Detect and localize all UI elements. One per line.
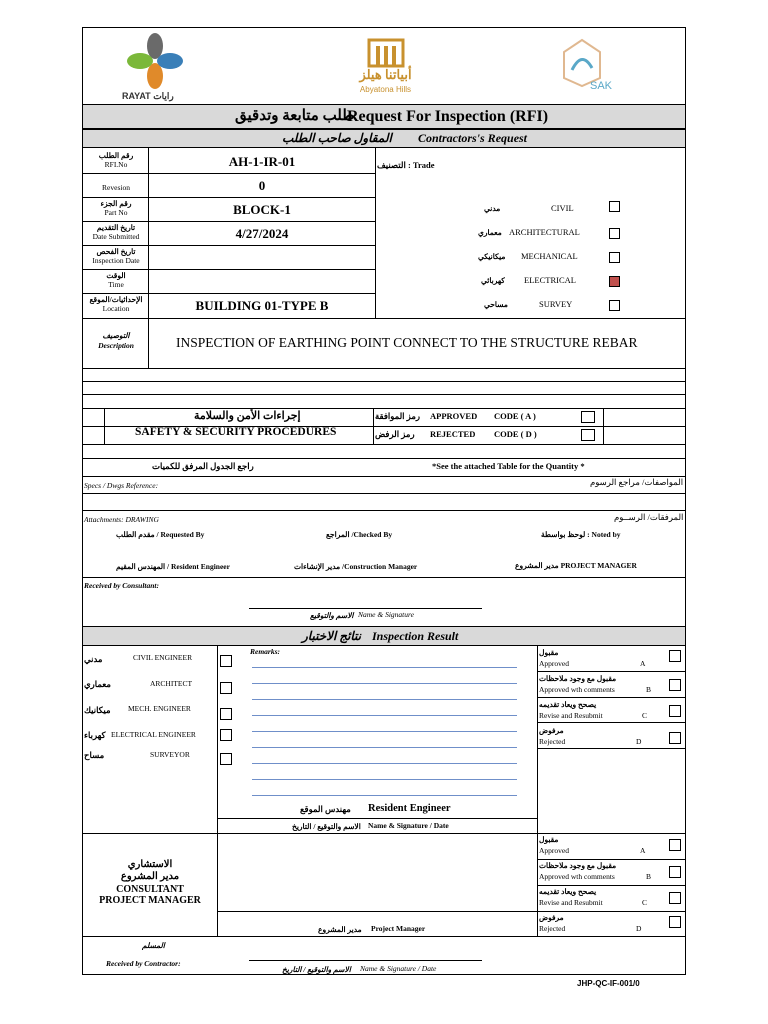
sak-logo-text: SAK [590,80,613,92]
code-value: CODE ( A ) [494,411,536,421]
result-code: A [640,846,646,855]
result-code: B [646,685,652,694]
resident-engineer-sig: المهندس المقيم / Resident Engineer [116,562,230,571]
field-label-ar: تاريخ الفحص [96,247,136,256]
trade-en: CIVIL [551,203,574,213]
name-sig-date2-en: Name & Signature / Date [360,964,437,973]
field-label-en: RFI.No [104,160,128,169]
field-label-ar: رقم الطلب [98,151,134,160]
result-code: D [636,737,642,746]
name-sig-en: Name & Signature [358,610,414,619]
resident-engineer-en: Resident Engineer [368,803,451,814]
quantity-en: *See the attached Table for the Quantity * [432,461,585,471]
title-arabic: طلب متابعة وتدقيق [235,108,355,124]
result-code: C [642,711,648,720]
description-label-ar: التوصيف [102,331,130,340]
result-en: Rejected [539,737,566,746]
engineer-en: SURVEYOR [150,750,190,759]
inspection-en: Inspection Result [372,629,459,643]
received-by-consultant: Received by Consultant: [84,581,159,590]
trade-checkbox-checked[interactable] [609,276,620,287]
trade-en: ARCHITECTURAL [509,227,580,237]
trade-ar: ميكانيكي [478,252,506,261]
result-code: A [640,659,646,668]
field-value[interactable]: 4/27/2024 [235,226,289,241]
safety-en: SAFETY & SECURITY PROCEDURES [135,426,337,438]
result-ar: مقبول مع وجود ملاحظات [539,674,617,683]
engineer-en: CIVIL ENGINEER [133,653,193,662]
engineer-checkbox[interactable] [220,682,232,694]
receiver-en: Received by Contractor: [106,959,181,968]
consultant-en2: PROJECT MANAGER [99,895,201,906]
result-checkbox[interactable] [669,892,681,904]
trade-checkbox[interactable] [609,228,620,239]
engineer-ar: ميكانيك [84,705,111,715]
engineer-ar: معماري [84,679,111,689]
engineer-checkbox[interactable] [220,753,232,765]
safety-ar: إجراءات الأمن والسلامة [194,410,301,422]
field-label-en: Location [102,304,130,313]
code-ar: رمز الموافقة [375,411,421,421]
title-english: Request For Inspection (RFI) [347,108,549,125]
result-ar: مقبول [539,648,559,657]
rayat-logo [120,32,190,102]
result-en: Approved [539,659,569,668]
name-sig-date-ar: الاسم والتوقيع / التاريخ [292,822,361,831]
engineer-checkbox[interactable] [220,655,232,667]
field-label-ar: رقم الجزء [100,199,132,208]
abyatona-english: Abyatona Hills [359,85,412,94]
result-code: C [642,898,648,907]
engineer-en: MECH. ENGINEER [128,704,191,713]
sak-logo [560,38,640,98]
receiver-ar: المسلم [142,941,165,950]
engineer-en: ARCHITECT [150,679,193,688]
engineer-checkbox[interactable] [220,708,232,720]
result-en: Rejected [539,924,566,933]
result-checkbox[interactable] [669,916,681,928]
field-label-en: Revesion [102,183,130,192]
inspection-ar: نتائج الاختبار [302,629,361,643]
contractor-arabic: المقاول صاحب الطلب [282,131,392,145]
field-label-en: Time [108,280,124,289]
result-en: Approved wth comments [539,872,615,881]
result-en: Approved wth comments [539,685,615,694]
resident-engineer-ar: مهندس الموقع [300,804,351,814]
name-sig-date-en: Name & Signature / Date [368,821,449,830]
result-checkbox[interactable] [669,732,681,744]
result-checkbox[interactable] [669,705,681,717]
result-ar: مقبول مع وجود ملاحظات [539,861,617,870]
trade-checkbox[interactable] [609,300,620,311]
trade-label: التصنيف : Trade [377,160,435,170]
field-label-en: Date Submitted [92,232,140,241]
consultant-ar1: الاستشاري [127,859,173,870]
engineer-en: ELECTRICAL ENGINEER [111,730,196,739]
result-ar: يصحح ويعاد تقديمه [539,887,597,896]
checked-by: المراجع /Checked By [326,530,393,539]
abyatona-arabic: أبياتنا هيلز [359,67,412,82]
specs-en: Specs / Dwgs Reference: [84,481,159,490]
result-en: Approved [539,846,569,855]
engineer-ar: مدني [84,654,103,664]
requested-by: مقدم الطلب / Requested By [116,530,205,539]
name-sig-ar: الاسم والتوقيع [310,611,354,620]
result-checkbox[interactable] [669,650,681,662]
field-label-ar: الإحداثيات/الموقع [89,295,143,304]
result-code: D [636,924,642,933]
result-checkbox[interactable] [669,839,681,851]
field-label-en: Part No [104,208,128,217]
trade-ar: مساحي [484,300,508,309]
trade-en: SURVEY [539,299,573,309]
pm-sign-ar: مدير المشروع [318,925,362,934]
engineer-ar: كهرباء [84,730,106,740]
trade-ar: كهربائي [481,276,505,285]
result-en: Revise and Resubmit [539,711,603,720]
result-code: B [646,872,652,881]
result-en: Revise and Resubmit [539,898,603,907]
attachments-ar: المرفقات/ الرســوم [614,512,684,522]
remarks-label: Remarks: [250,647,280,656]
code-en: APPROVED [430,411,478,421]
trade-ar: معماري [478,228,502,237]
form-code: JHP-QC-IF-001/0 [577,979,640,988]
field-label-ar: تاريخ التقديم [96,223,136,232]
trade-en: ELECTRICAL [524,275,576,285]
quantity-ar: راجع الجدول المرفق للكميات [152,461,254,471]
result-ar: مقبول [539,835,559,844]
trade-checkbox[interactable] [609,201,620,212]
noted-by: لوحظ بواسطة : Noted by [541,530,621,539]
field-value[interactable]: 0 [258,178,266,193]
field-value[interactable]: AH-1-IR-01 [228,154,296,169]
description-label-en: Description [98,341,134,350]
code-checkbox[interactable] [581,429,595,441]
trade-ar: مدني [484,204,501,213]
field-label-ar: الوقت [106,271,126,280]
code-en: REJECTED [430,429,476,439]
contractor-english: Contractors's Request [418,131,528,145]
trade-en: MECHANICAL [521,251,578,261]
result-checkbox[interactable] [669,679,681,691]
field-label-en: Inspection Date [92,256,140,265]
specs-ar: المواصفات/ مراجع الرسوم [590,477,684,487]
name-sig-date2-ar: الاسم والتوقيع / التاريخ [282,965,351,974]
pm-sign-en: Project Manager [371,924,426,933]
field-value[interactable]: BLOCK-1 [233,202,291,217]
construction-manager-sig: مدير الإنشاءات /Construction Manager [294,562,418,571]
code-ar: رمز الرفض [375,429,415,439]
engineer-checkbox[interactable] [220,729,232,741]
engineer-ar: مساح [84,750,105,760]
code-checkbox[interactable] [581,411,595,423]
field-value[interactable]: BUILDING 01-TYPE B [195,298,329,313]
result-checkbox[interactable] [669,866,681,878]
code-value: CODE ( D ) [494,429,537,439]
consultant-en1: CONSULTANT [116,884,184,895]
trade-checkbox[interactable] [609,252,620,263]
attachments-en: Attachments: DRAWING [84,515,159,524]
result-ar: مرفوض [539,913,564,922]
result-ar: يصحح ويعاد تقديمه [539,700,597,709]
consultant-ar2: مدير المشروع [120,871,180,882]
project-manager-sig: مدير المشروع PROJECT MANAGER [515,561,637,570]
description-value[interactable]: INSPECTION OF EARTHING POINT CONNECT TO THE STRUCTURE REBAR [176,335,638,350]
rayat-logo-text: RAYAT رايات [122,91,174,101]
abyatona-logo [343,36,428,100]
result-ar: مرفوض [539,726,564,735]
